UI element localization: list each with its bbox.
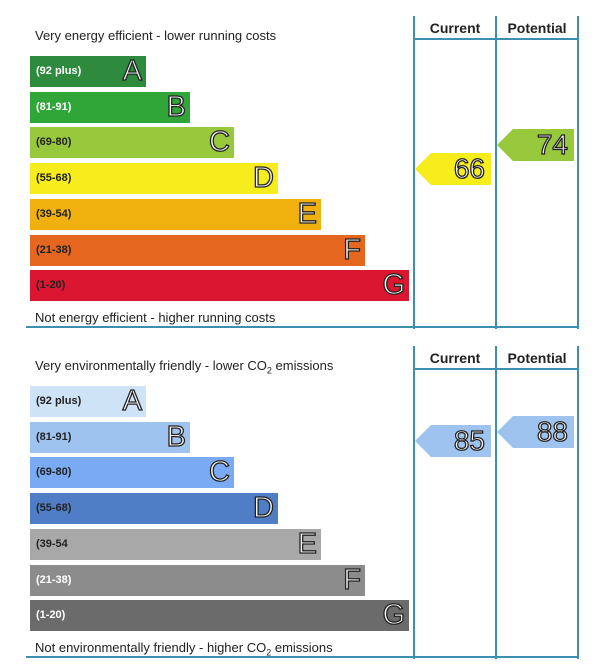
band-range-label: (21-38) [36, 243, 72, 256]
bottom-border [26, 326, 579, 328]
band-e [30, 529, 321, 560]
top-caption: Very environmentally friendly - lower $CO_2$ emissions [35, 358, 334, 376]
arrow-tip [497, 129, 513, 161]
band-range-label: (55-68) [36, 172, 72, 185]
band-f [30, 565, 365, 596]
band-letter: F [343, 233, 361, 266]
band-range-label: (69-80) [36, 466, 72, 479]
current-header: Current [429, 20, 481, 36]
band-range-label: (1-20) [36, 609, 66, 622]
band-letter: B [166, 420, 186, 453]
band-e [30, 199, 321, 230]
band-range-label: (21-38) [36, 573, 72, 586]
arrow-tip [497, 416, 513, 448]
band-c [30, 457, 234, 488]
band-range-label: (81-91) [36, 100, 72, 113]
band-range-label: (92 plus) [36, 395, 82, 407]
band-range-label: (1-20) [36, 279, 66, 292]
band-letter: G [382, 269, 405, 302]
current-column-right-border [495, 346, 497, 659]
band-letter: E [297, 197, 317, 230]
header-divider [413, 368, 579, 370]
band-b [30, 92, 190, 123]
band-range-label: (39-54) [36, 207, 72, 220]
arrow-tip [415, 425, 431, 457]
band-letter: A [122, 55, 142, 87]
band-range-label: (81-91) [36, 430, 72, 443]
band-letter: D [253, 162, 274, 195]
band-letter: F [343, 563, 361, 596]
potential-header: Potential [507, 350, 567, 366]
current-rating-value: 85 [453, 425, 485, 456]
band-letter: C [209, 456, 230, 489]
potential-rating-arrow [513, 129, 574, 161]
current-rating-arrow [431, 425, 491, 457]
band-range-label: (69-80) [36, 136, 72, 149]
current-column-right-border [495, 16, 497, 329]
energy-efficiency-chart [26, 0, 579, 329]
band-g [30, 270, 409, 301]
band-d [30, 163, 278, 194]
current-header: Current [429, 350, 481, 366]
arrow-tip [415, 153, 431, 185]
bottom-caption: Not environmentally friendly - higher $CO_2$ emissions [35, 640, 333, 658]
header-divider [413, 38, 579, 40]
band-letter: G [382, 599, 405, 632]
potential-rating-arrow [513, 416, 574, 448]
band-d [30, 493, 278, 524]
band-letter: B [166, 90, 186, 123]
band-c [30, 127, 234, 158]
environmental-impact-chart [26, 346, 579, 659]
potential-rating-value: 88 [536, 416, 568, 447]
band-range-label: (55-68) [36, 502, 72, 515]
band-a [30, 386, 146, 417]
current-column-left-border [413, 346, 415, 659]
band-f [30, 235, 365, 266]
band-a [30, 56, 146, 87]
potential-column-right-border [577, 16, 579, 329]
band-g [30, 600, 409, 631]
band-letter: D [253, 492, 274, 525]
potential-column-right-border [577, 346, 579, 659]
band-range-label: (39-54 [36, 537, 68, 550]
band-range-label: (92 plus) [36, 65, 82, 77]
current-rating-arrow [431, 153, 491, 185]
band-b [30, 422, 190, 453]
band-letter: A [122, 385, 142, 417]
potential-header: Potential [507, 20, 567, 36]
bottom-caption: Not energy efficient - higher running costs [35, 310, 276, 325]
potential-rating-value: 74 [536, 129, 568, 160]
top-caption: Very energy efficient - lower running costs [35, 28, 277, 43]
band-letter: E [297, 527, 317, 560]
band-letter: C [209, 126, 230, 159]
current-rating-value: 66 [453, 153, 485, 184]
